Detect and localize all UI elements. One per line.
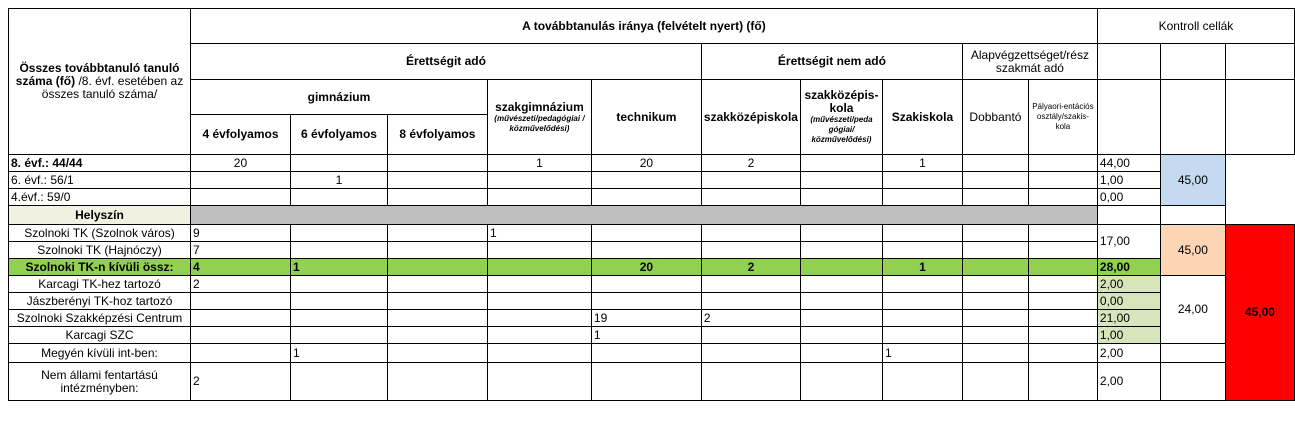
cell[interactable] <box>387 259 487 276</box>
cell[interactable] <box>800 189 882 206</box>
cell[interactable]: 4 <box>190 259 290 276</box>
alapvegzettseg-header: Alapvégzettséget/rész szakmát adó <box>962 44 1097 80</box>
cell[interactable] <box>701 189 800 206</box>
cell[interactable] <box>800 310 882 327</box>
cell[interactable] <box>882 327 962 344</box>
cell[interactable] <box>387 172 487 189</box>
cell[interactable] <box>190 310 290 327</box>
cell[interactable] <box>701 344 800 363</box>
cell[interactable] <box>190 189 290 206</box>
cell[interactable] <box>800 276 882 293</box>
helyszin-label: Helyszín <box>9 206 191 225</box>
cell[interactable] <box>962 310 1028 327</box>
control-cell[interactable]: 0,00 <box>1097 293 1160 310</box>
cell[interactable] <box>387 155 487 172</box>
cell[interactable] <box>1028 155 1097 172</box>
szakkozepiskola2-header: szakközépis-kola (művészeti/peda gógiai/ közművelődési) <box>800 80 882 155</box>
row-label: Megyén kívüli int-ben: <box>9 344 191 363</box>
cell[interactable] <box>882 242 962 259</box>
cell[interactable] <box>387 225 487 242</box>
cell[interactable] <box>1028 310 1097 327</box>
cell[interactable] <box>190 172 290 189</box>
row-label: Karcagi TK-hez tartozó <box>9 276 191 293</box>
cell[interactable] <box>591 172 701 189</box>
blank <box>1225 155 1294 172</box>
row-label: Karcagi SZC <box>9 327 191 344</box>
evf4-header: 4 évfolyamos <box>190 115 290 155</box>
total-students-header: Összes továbbtanuló tanuló száma (fő) /8. évf. esetében az összes tanuló száma/ <box>9 9 191 155</box>
row-label: 6. évf.: 56/1 <box>9 172 191 189</box>
cell[interactable] <box>882 225 962 242</box>
blank <box>1225 189 1294 206</box>
cell[interactable] <box>1028 327 1097 344</box>
cell[interactable] <box>962 363 1028 401</box>
cell[interactable] <box>190 293 290 310</box>
cell[interactable] <box>882 189 962 206</box>
szakiskola-header: Szakiskola <box>882 80 962 155</box>
control-sum-peach[interactable]: 45,00 <box>1160 225 1225 276</box>
row-label: Szolnoki TK-n kívüli össz: <box>9 259 191 276</box>
cell[interactable] <box>591 242 701 259</box>
control-empty <box>1097 44 1160 80</box>
cell[interactable] <box>387 189 487 206</box>
control-cell[interactable]: 17,00 <box>1097 225 1160 259</box>
cell[interactable] <box>882 310 962 327</box>
control-empty <box>1097 206 1160 225</box>
control-cell[interactable]: 44,00 <box>1097 155 1160 172</box>
cell[interactable]: 2 <box>701 310 800 327</box>
cell[interactable] <box>962 259 1028 276</box>
control-sum-white[interactable]: 24,00 <box>1160 276 1225 344</box>
cell[interactable] <box>387 276 487 293</box>
cell[interactable] <box>591 189 701 206</box>
cell[interactable] <box>882 172 962 189</box>
cell[interactable] <box>962 344 1028 363</box>
control-empty <box>1160 206 1225 225</box>
row-label: 8. évf.: 44/44 <box>9 155 191 172</box>
blank <box>1225 172 1294 189</box>
cell[interactable]: 19 <box>591 310 701 327</box>
cell[interactable] <box>290 242 387 259</box>
cell[interactable]: 20 <box>591 259 701 276</box>
cell[interactable] <box>387 327 487 344</box>
cell[interactable] <box>962 189 1028 206</box>
cell[interactable] <box>290 155 387 172</box>
szakgimnazium-header: szakgimnázium (művészeti/pedagógiai / közművelődési) <box>487 80 591 155</box>
control-cell[interactable]: 1,00 <box>1097 327 1160 344</box>
cell[interactable] <box>487 259 591 276</box>
cell[interactable] <box>387 344 487 363</box>
cell[interactable] <box>882 276 962 293</box>
cell[interactable] <box>1028 344 1097 363</box>
cell[interactable] <box>1028 242 1097 259</box>
cell[interactable] <box>290 293 387 310</box>
control-empty <box>1225 44 1294 80</box>
cell[interactable] <box>387 363 487 401</box>
row-label: Szolnoki TK (Hajnóczy) <box>9 242 191 259</box>
row-label: Szolnoki TK (Szolnok város) <box>9 225 191 242</box>
direction-title: A továbbtanulás iránya (felvételt nyert) (fő) <box>190 9 1097 44</box>
continuation-table <box>8 8 1295 401</box>
cell[interactable]: 2 <box>701 155 800 172</box>
cell[interactable] <box>290 363 387 401</box>
cell[interactable] <box>882 363 962 401</box>
cell[interactable] <box>487 344 591 363</box>
cell[interactable] <box>591 363 701 401</box>
cell[interactable] <box>1028 259 1097 276</box>
cell[interactable] <box>800 172 882 189</box>
cell[interactable] <box>290 189 387 206</box>
cell[interactable]: 1 <box>487 225 591 242</box>
cell[interactable]: 1 <box>882 344 962 363</box>
control-cell[interactable]: 0,00 <box>1097 189 1160 206</box>
cell[interactable] <box>290 310 387 327</box>
cell[interactable] <box>962 276 1028 293</box>
cell[interactable] <box>800 293 882 310</box>
cell[interactable] <box>701 242 800 259</box>
cell[interactable] <box>962 225 1028 242</box>
cell[interactable] <box>962 172 1028 189</box>
cell[interactable]: 1 <box>487 155 591 172</box>
cell[interactable] <box>591 276 701 293</box>
control-cell[interactable]: 2,00 <box>1097 363 1160 401</box>
control-empty <box>1160 80 1225 155</box>
cell[interactable]: 9 <box>190 225 290 242</box>
control-title: Kontroll cellák <box>1097 9 1294 44</box>
cell[interactable] <box>701 172 800 189</box>
evf6-header: 6 évfolyamos <box>290 115 387 155</box>
cell[interactable]: 2 <box>701 259 800 276</box>
control-empty <box>1160 344 1225 363</box>
cell[interactable] <box>487 242 591 259</box>
cell[interactable] <box>800 344 882 363</box>
cell[interactable]: 1 <box>591 327 701 344</box>
cell[interactable] <box>487 327 591 344</box>
control-cell[interactable]: 2,00 <box>1097 276 1160 293</box>
control-empty <box>1160 363 1225 401</box>
cell[interactable] <box>190 327 290 344</box>
cell[interactable] <box>387 293 487 310</box>
row-label: Nem állami fentartású intézményben: <box>9 363 191 401</box>
cell[interactable] <box>800 225 882 242</box>
cell[interactable] <box>1028 276 1097 293</box>
cell[interactable]: 7 <box>190 242 290 259</box>
control-empty <box>1225 80 1294 155</box>
palyaori-header: Pályaori-entációs osztály/szakis-kola <box>1028 80 1097 155</box>
cell[interactable] <box>701 327 800 344</box>
cell[interactable] <box>962 327 1028 344</box>
cell[interactable]: 20 <box>190 155 290 172</box>
row-label: Jászberényi TK-hoz tartozó <box>9 293 191 310</box>
cell[interactable] <box>882 293 962 310</box>
cell[interactable]: 20 <box>591 155 701 172</box>
cell[interactable] <box>591 293 701 310</box>
cell[interactable] <box>962 155 1028 172</box>
cell[interactable]: 1 <box>290 172 387 189</box>
cell[interactable] <box>1028 225 1097 242</box>
cell[interactable] <box>1028 172 1097 189</box>
control-empty <box>1160 44 1225 80</box>
cell[interactable]: 1 <box>882 259 962 276</box>
technikum-header: technikum <box>591 80 701 155</box>
cell[interactable] <box>962 242 1028 259</box>
cell[interactable] <box>1028 189 1097 206</box>
cell[interactable] <box>591 344 701 363</box>
blank <box>1225 206 1294 225</box>
gimnazium-header: gimnázium <box>190 80 487 115</box>
cell[interactable] <box>387 310 487 327</box>
control-cell[interactable]: 21,00 <box>1097 310 1160 327</box>
cell[interactable] <box>487 293 591 310</box>
cell[interactable] <box>800 259 882 276</box>
cell[interactable] <box>487 363 591 401</box>
cell[interactable] <box>962 293 1028 310</box>
cell[interactable] <box>701 225 800 242</box>
evf8-header: 8 évfolyamos <box>387 115 487 155</box>
control-sum-blue[interactable]: 45,00 <box>1160 155 1225 206</box>
cell[interactable] <box>591 225 701 242</box>
cell[interactable]: 1 <box>290 344 387 363</box>
control-cell[interactable]: 1,00 <box>1097 172 1160 189</box>
cell[interactable] <box>701 276 800 293</box>
cell[interactable] <box>290 327 387 344</box>
control-sum-red[interactable]: 45,00 <box>1225 225 1294 401</box>
cell[interactable] <box>487 189 591 206</box>
cell[interactable]: 1 <box>290 259 387 276</box>
cell[interactable] <box>800 363 882 401</box>
cell[interactable] <box>387 242 487 259</box>
cell[interactable] <box>800 242 882 259</box>
cell[interactable]: 2 <box>190 363 290 401</box>
control-cell[interactable]: 28,00 <box>1097 259 1160 276</box>
cell[interactable] <box>701 363 800 401</box>
cell[interactable] <box>190 344 290 363</box>
row-label: Szolnoki Szakképzési Centrum <box>9 310 191 327</box>
control-empty <box>1097 80 1160 155</box>
cell[interactable]: 1 <box>882 155 962 172</box>
cell[interactable] <box>487 276 591 293</box>
grey-band <box>190 206 1097 225</box>
cell[interactable]: 2 <box>190 276 290 293</box>
cell[interactable] <box>701 293 800 310</box>
cell[interactable] <box>800 327 882 344</box>
row-label: 4.évf.: 59/0 <box>9 189 191 206</box>
erettsegi-ado-header: Érettségit adó <box>190 44 701 80</box>
dobbanto-header: Dobbantó <box>962 80 1028 155</box>
erettsegi-nem-ado-header: Érettségit nem adó <box>701 44 962 80</box>
cell[interactable] <box>1028 293 1097 310</box>
szakkozepiskola-header: szakközépiskola <box>701 80 800 155</box>
cell[interactable] <box>487 172 591 189</box>
cell[interactable] <box>800 155 882 172</box>
cell[interactable] <box>290 225 387 242</box>
control-cell[interactable]: 2,00 <box>1097 344 1160 363</box>
cell[interactable] <box>290 276 387 293</box>
cell[interactable] <box>1028 363 1097 401</box>
cell[interactable] <box>487 310 591 327</box>
